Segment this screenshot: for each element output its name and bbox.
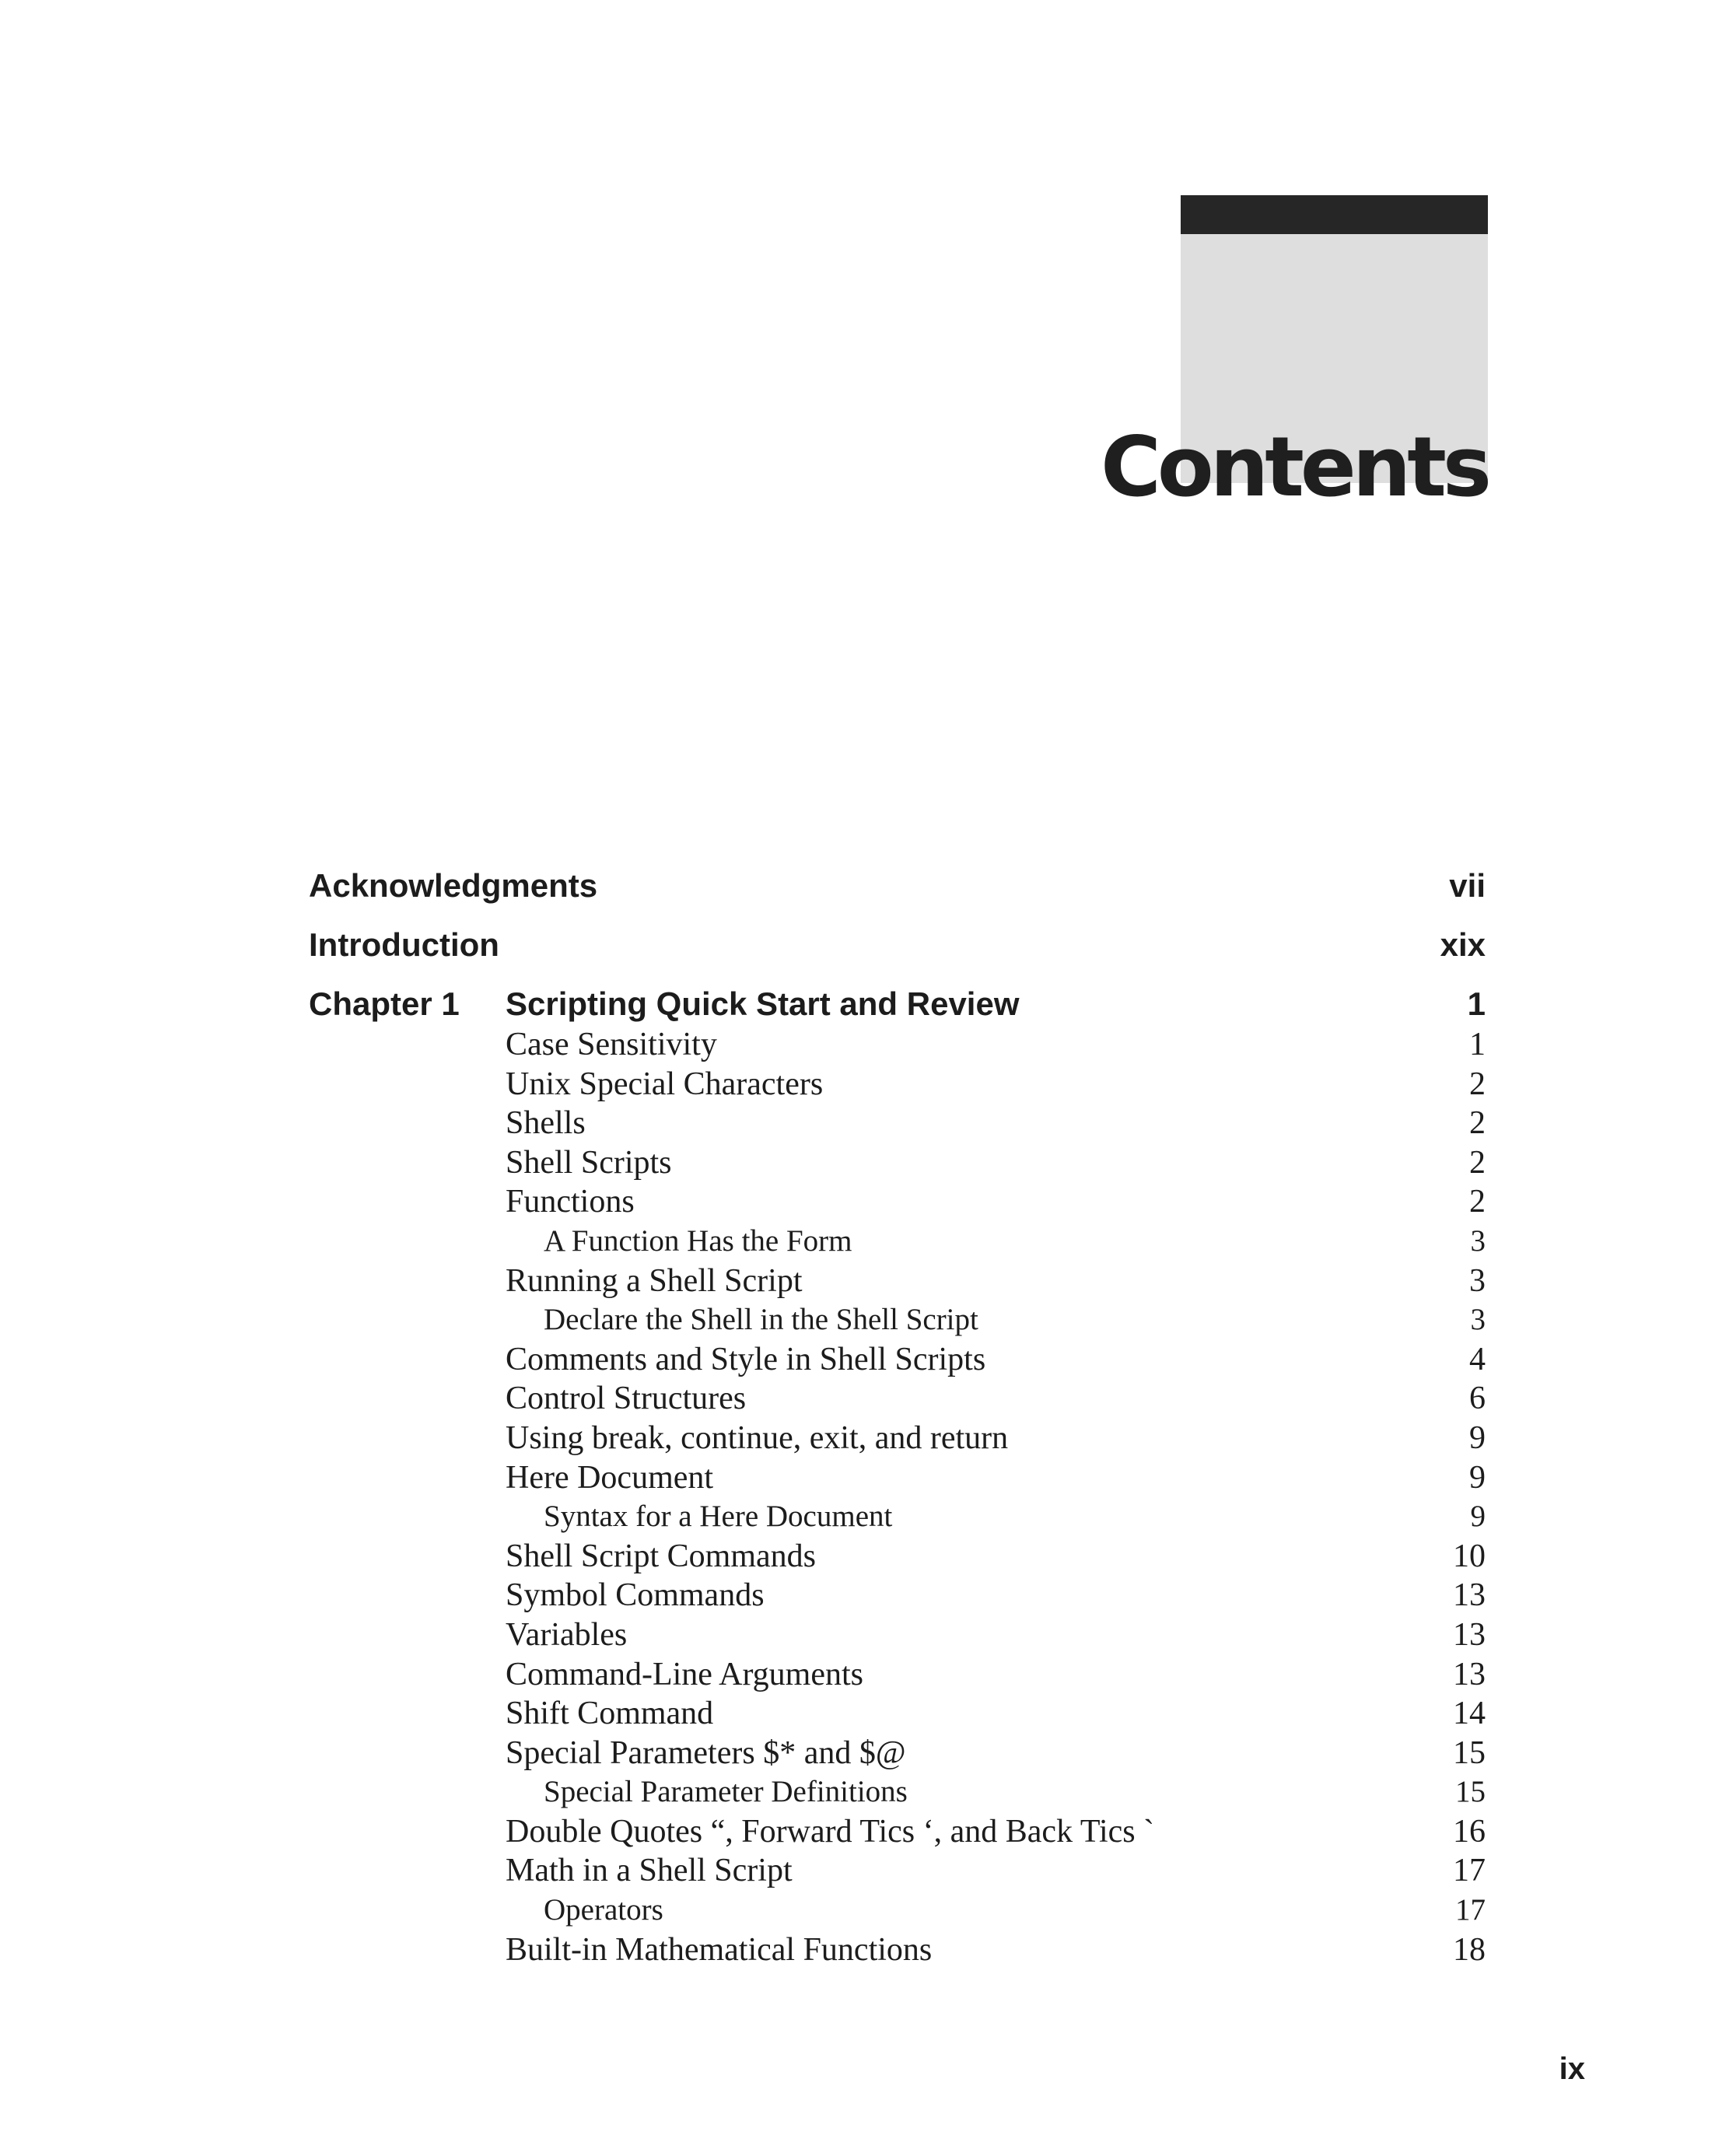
toc-entry[interactable] [506,1615,1486,1655]
toc-entry[interactable] [506,1222,1486,1262]
toc-page-number: 9 [1469,1419,1486,1456]
toc-entry-label: Running a Shell Script [506,1262,803,1299]
toc-entry[interactable] [506,1773,1486,1812]
toc-entry-label: Control Structures [506,1381,747,1417]
toc-entry-label: Variables [506,1616,628,1653]
toc-chapter-1[interactable] [309,982,1486,1025]
toc-entry-label: Shells [506,1105,586,1142]
toc-page-number: 9 [1470,1500,1486,1534]
toc-entry[interactable] [506,1497,1486,1537]
page-number: ix [1559,2052,1585,2086]
toc-page-number: 13 [1453,1616,1486,1653]
toc-entry[interactable] [506,1104,1486,1143]
toc-entry-label: Command-Line Arguments [506,1656,864,1692]
toc-entry-label: Declare the Shell in the Shell Script [544,1303,978,1337]
toc-page-number: 1 [1469,1027,1486,1062]
toc-page-number: 15 [1455,1775,1486,1809]
toc-entry-label: Using break, continue, exit, and return [506,1419,1009,1456]
toc-page-number: 18 [1453,1931,1486,1968]
toc-page-number: 13 [1453,1577,1486,1614]
toc-entry-label: Operators [544,1893,663,1927]
toc-entry-label: Double Quotes “, Forward Tics ‘, and Back Tics ` [506,1813,1155,1850]
toc-page-number: 4 [1469,1341,1486,1377]
toc-entry-label: Built-in Mathematical Functions [506,1931,933,1968]
toc-entry[interactable] [506,1851,1486,1891]
toc-entry-label: Here Document [506,1459,714,1496]
toc-entry[interactable] [506,1930,1486,1970]
toc-page-number: 2 [1469,1144,1486,1181]
toc-entry-label: Shell Script Commands [506,1538,816,1574]
toc-entry-label: Case Sensitivity [506,1027,717,1062]
toc-entry[interactable] [506,1143,1486,1183]
toc-page-number: 2 [1469,1105,1486,1142]
toc-entry-label: Introduction [309,926,499,963]
toc-entry-label: Syntax for a Here Document [544,1500,893,1534]
toc-entry[interactable] [506,1182,1486,1222]
toc-entry-label: Functions [506,1184,635,1220]
toc-entry-label: Math in a Shell Script [506,1853,793,1889]
toc-page-number: 6 [1469,1381,1486,1417]
table-of-contents [309,864,1486,1969]
toc-page-number: 9 [1469,1459,1486,1496]
toc-entry-label: Shell Scripts [506,1144,672,1181]
toc-entry-label: Unix Special Characters [506,1066,824,1102]
title-bar [1181,195,1488,234]
toc-entry-label: Special Parameter Definitions [544,1775,908,1809]
page-title: Contents [1101,419,1488,515]
chapter-entries [309,1025,1486,1969]
toc-page-number: 16 [1453,1813,1486,1850]
toc-entry[interactable] [506,1458,1486,1498]
toc-page-number: 15 [1453,1734,1486,1771]
toc-entry-label: Shift Command [506,1696,714,1732]
toc-page-number: 14 [1453,1696,1486,1732]
chapter-title: Scripting Quick Start and Review [506,985,1020,1022]
toc-entry[interactable] [506,1065,1486,1104]
toc-page-number: 17 [1453,1853,1486,1889]
toc-entry-label: A Function Has the Form [544,1223,852,1258]
title-block [1101,195,1488,515]
toc-entry-label: Comments and Style in Shell Scripts [506,1341,986,1377]
toc-entry[interactable] [506,1655,1486,1695]
toc-page-number: 17 [1455,1893,1486,1927]
toc-entry-acknowledgments[interactable] [309,864,1486,907]
toc-page-number: 3 [1470,1223,1486,1258]
toc-entry[interactable] [506,1262,1486,1301]
toc-page-number: 3 [1469,1262,1486,1299]
toc-page-number: 13 [1453,1656,1486,1692]
toc-entry-label: Special Parameters $* and $@ [506,1734,906,1771]
toc-entry[interactable] [506,1694,1486,1734]
toc-entry[interactable] [506,1576,1486,1615]
toc-entry-introduction[interactable] [309,923,1486,966]
toc-entry[interactable] [506,1419,1486,1458]
toc-entry[interactable] [506,1734,1486,1773]
toc-page-number: 3 [1470,1303,1486,1337]
toc-entry[interactable] [506,1025,1486,1065]
toc-entry[interactable] [506,1812,1486,1852]
chapter-label: Chapter 1 [309,985,460,1022]
toc-entry[interactable] [506,1891,1486,1930]
toc-entry[interactable] [506,1340,1486,1380]
toc-entry[interactable] [506,1537,1486,1577]
toc-entry-label: Symbol Commands [506,1577,765,1614]
toc-entry[interactable] [506,1379,1486,1419]
toc-page-number: 2 [1469,1066,1486,1102]
toc-entry-label: Acknowledgments [309,867,598,904]
toc-page-number: 10 [1453,1538,1486,1574]
toc-page-number: 2 [1469,1184,1486,1220]
toc-entry[interactable] [506,1300,1486,1340]
toc-page-number: vii [1449,867,1486,904]
toc-page-number: 1 [1467,985,1486,1022]
toc-page-number: xix [1440,926,1486,963]
